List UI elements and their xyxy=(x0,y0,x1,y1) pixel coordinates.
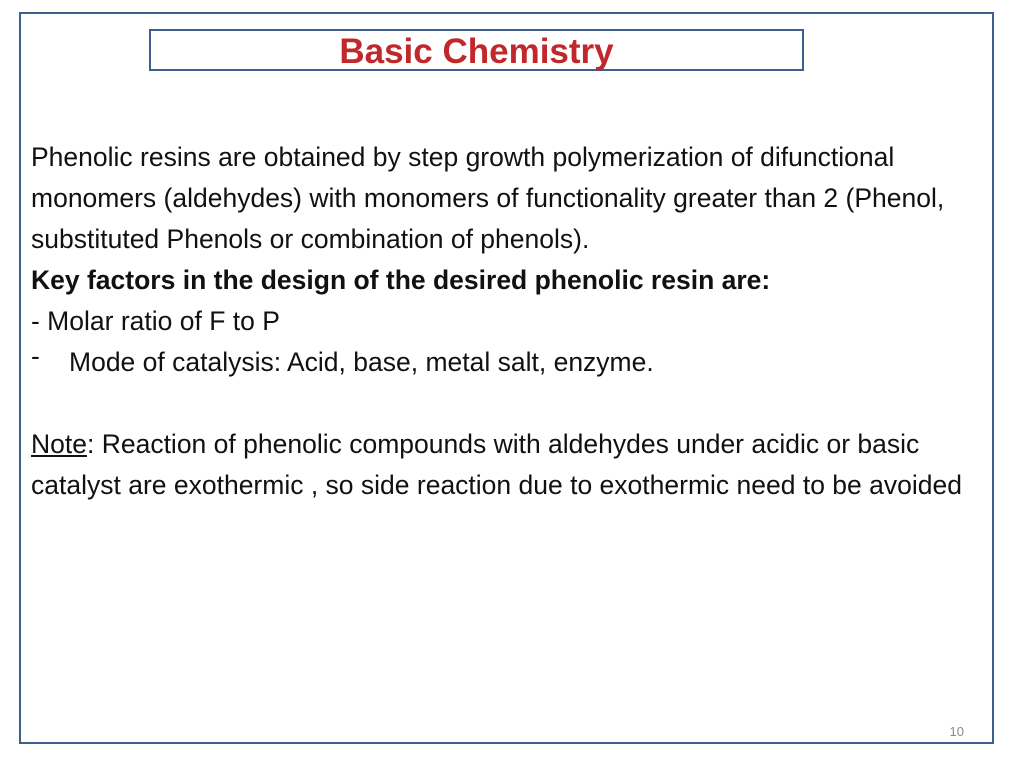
factor-catalysis xyxy=(31,342,986,383)
factor-catalysis-text: Mode of catalysis: Acid, base, metal salt, enzyme. xyxy=(69,347,654,377)
note-text: : Reaction of phenolic compounds with aldehydes under acidic or basic catalyst are exothermic , so side reaction due to exothermic need to be avoided xyxy=(31,429,962,500)
page-number: 10 xyxy=(949,724,964,739)
factor-molar-ratio: - Molar ratio of F to P xyxy=(31,306,280,336)
slide-content xyxy=(31,137,986,506)
bullet-dash-icon: - xyxy=(31,341,40,371)
key-factors-heading: Key factors in the design of the desired phenolic resin are: xyxy=(31,265,771,295)
note-paragraph xyxy=(31,424,986,506)
note-label: Note xyxy=(31,429,87,459)
slide-title: Basic Chemistry xyxy=(339,32,614,71)
spacer xyxy=(31,383,986,424)
intro-paragraph: Phenolic resins are obtained by step growth polymerization of difunctional monomers (aldehydes) with monomers of functionality greater than 2 (Phenol, substituted Phenols or combination of phenols). xyxy=(31,142,945,254)
